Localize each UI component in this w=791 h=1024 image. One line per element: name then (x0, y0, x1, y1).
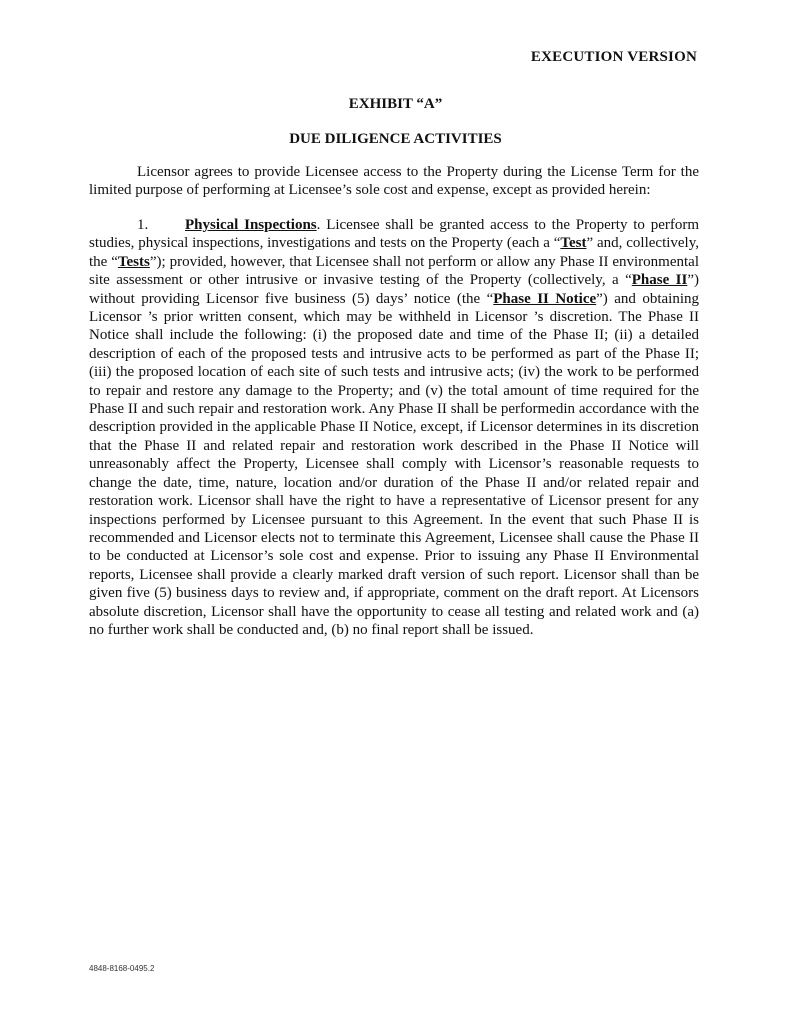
exhibit-title: EXHIBIT “A” (348, 96, 443, 112)
paragraph-text: ”); provided, however, that Licensee shall not perform or allow any Phase II environmental site assessment or other intrusive or invasive testing of the Property (collectively, a “ (89, 253, 699, 289)
paragraph-text: ”) and obtaining Licensor ’s prior written consent, which may be withheld in Licensor ’s discretion. The Phase II Notice shall include the following: (i) the proposed date and time of the Phase II; (ii) a detailed description of each of the proposed tests and intrusive acts to be performed as part of the Phase II; (iii) the proposed location of each site of such tests and intrusive acts; (iv) the work to be performed to repair and restore any damage to the Property; and (v) the total amount of time required for the Phase II and such repair and restoration work. Any Phase II shall be performedin accordance with the description provided in the applicable Phase II Notice, except, if Licensor determines in its discretion that the Phase II and related repair and restoration work described in the Phase II Notice will unreasonably affect the Property, Licensee shall comply with Licensor’s reasonable requests to change the date, time, nature, location and/or duration of the Phase II and/or related repair and restoration work. Licensor shall have the right to have a representative of Licensor present for any inspections performed by Licensee pursuant to this Agreement. In the event that such Phase II is recommended and Licensor elects not to terminate this Agreement, Licensee shall cause the Phase II to be conducted at Licensor’s sole cost and expense. Prior to issuing any Phase II Environmental reports, Licensee shall provide a clearly marked draft version of such report. Licensor shall than be given five (5) business days to review and, if appropriate, comment on the draft report. At Licensors absolute discretion, Licensor shall have the opportunity to cease all testing and related work and (a) no further work shall be conducted and, (b) no final report shall be issued. (89, 290, 699, 638)
paragraph-heading: Physical Inspections (185, 217, 317, 233)
section-title: DUE DILIGENCE ACTIVITIES (289, 131, 502, 147)
defined-term-tests: Tests (117, 253, 150, 270)
version-label: EXECUTION VERSION (530, 49, 697, 65)
paragraph-text: ”) without providing Licensor five business (5) days’ notice (the “ (89, 272, 699, 307)
defined-term-test: Test (560, 235, 587, 252)
paragraph-number: 1. (137, 217, 149, 233)
physical-inspections-paragraph (89, 216, 699, 639)
document-id: 4848-8168-0495.2 (89, 964, 155, 973)
paragraph-text: . Licensee shall be granted access to the Property to perform studies, physical inspections, investigations and tests on the Property (each a “ (89, 217, 700, 252)
intro-paragraph: Licensor agrees to provide Licensee access to the Property during the License Term for the limited purpose of performing at Licensee’s sole cost and expense, except as provided herein: (89, 164, 699, 198)
paragraph-text: ” and, collectively, the “ (89, 235, 699, 270)
defined-term-phase-ii: Phase II (631, 272, 688, 289)
defined-term-phase-ii-notice: Phase II Notice (493, 290, 597, 307)
